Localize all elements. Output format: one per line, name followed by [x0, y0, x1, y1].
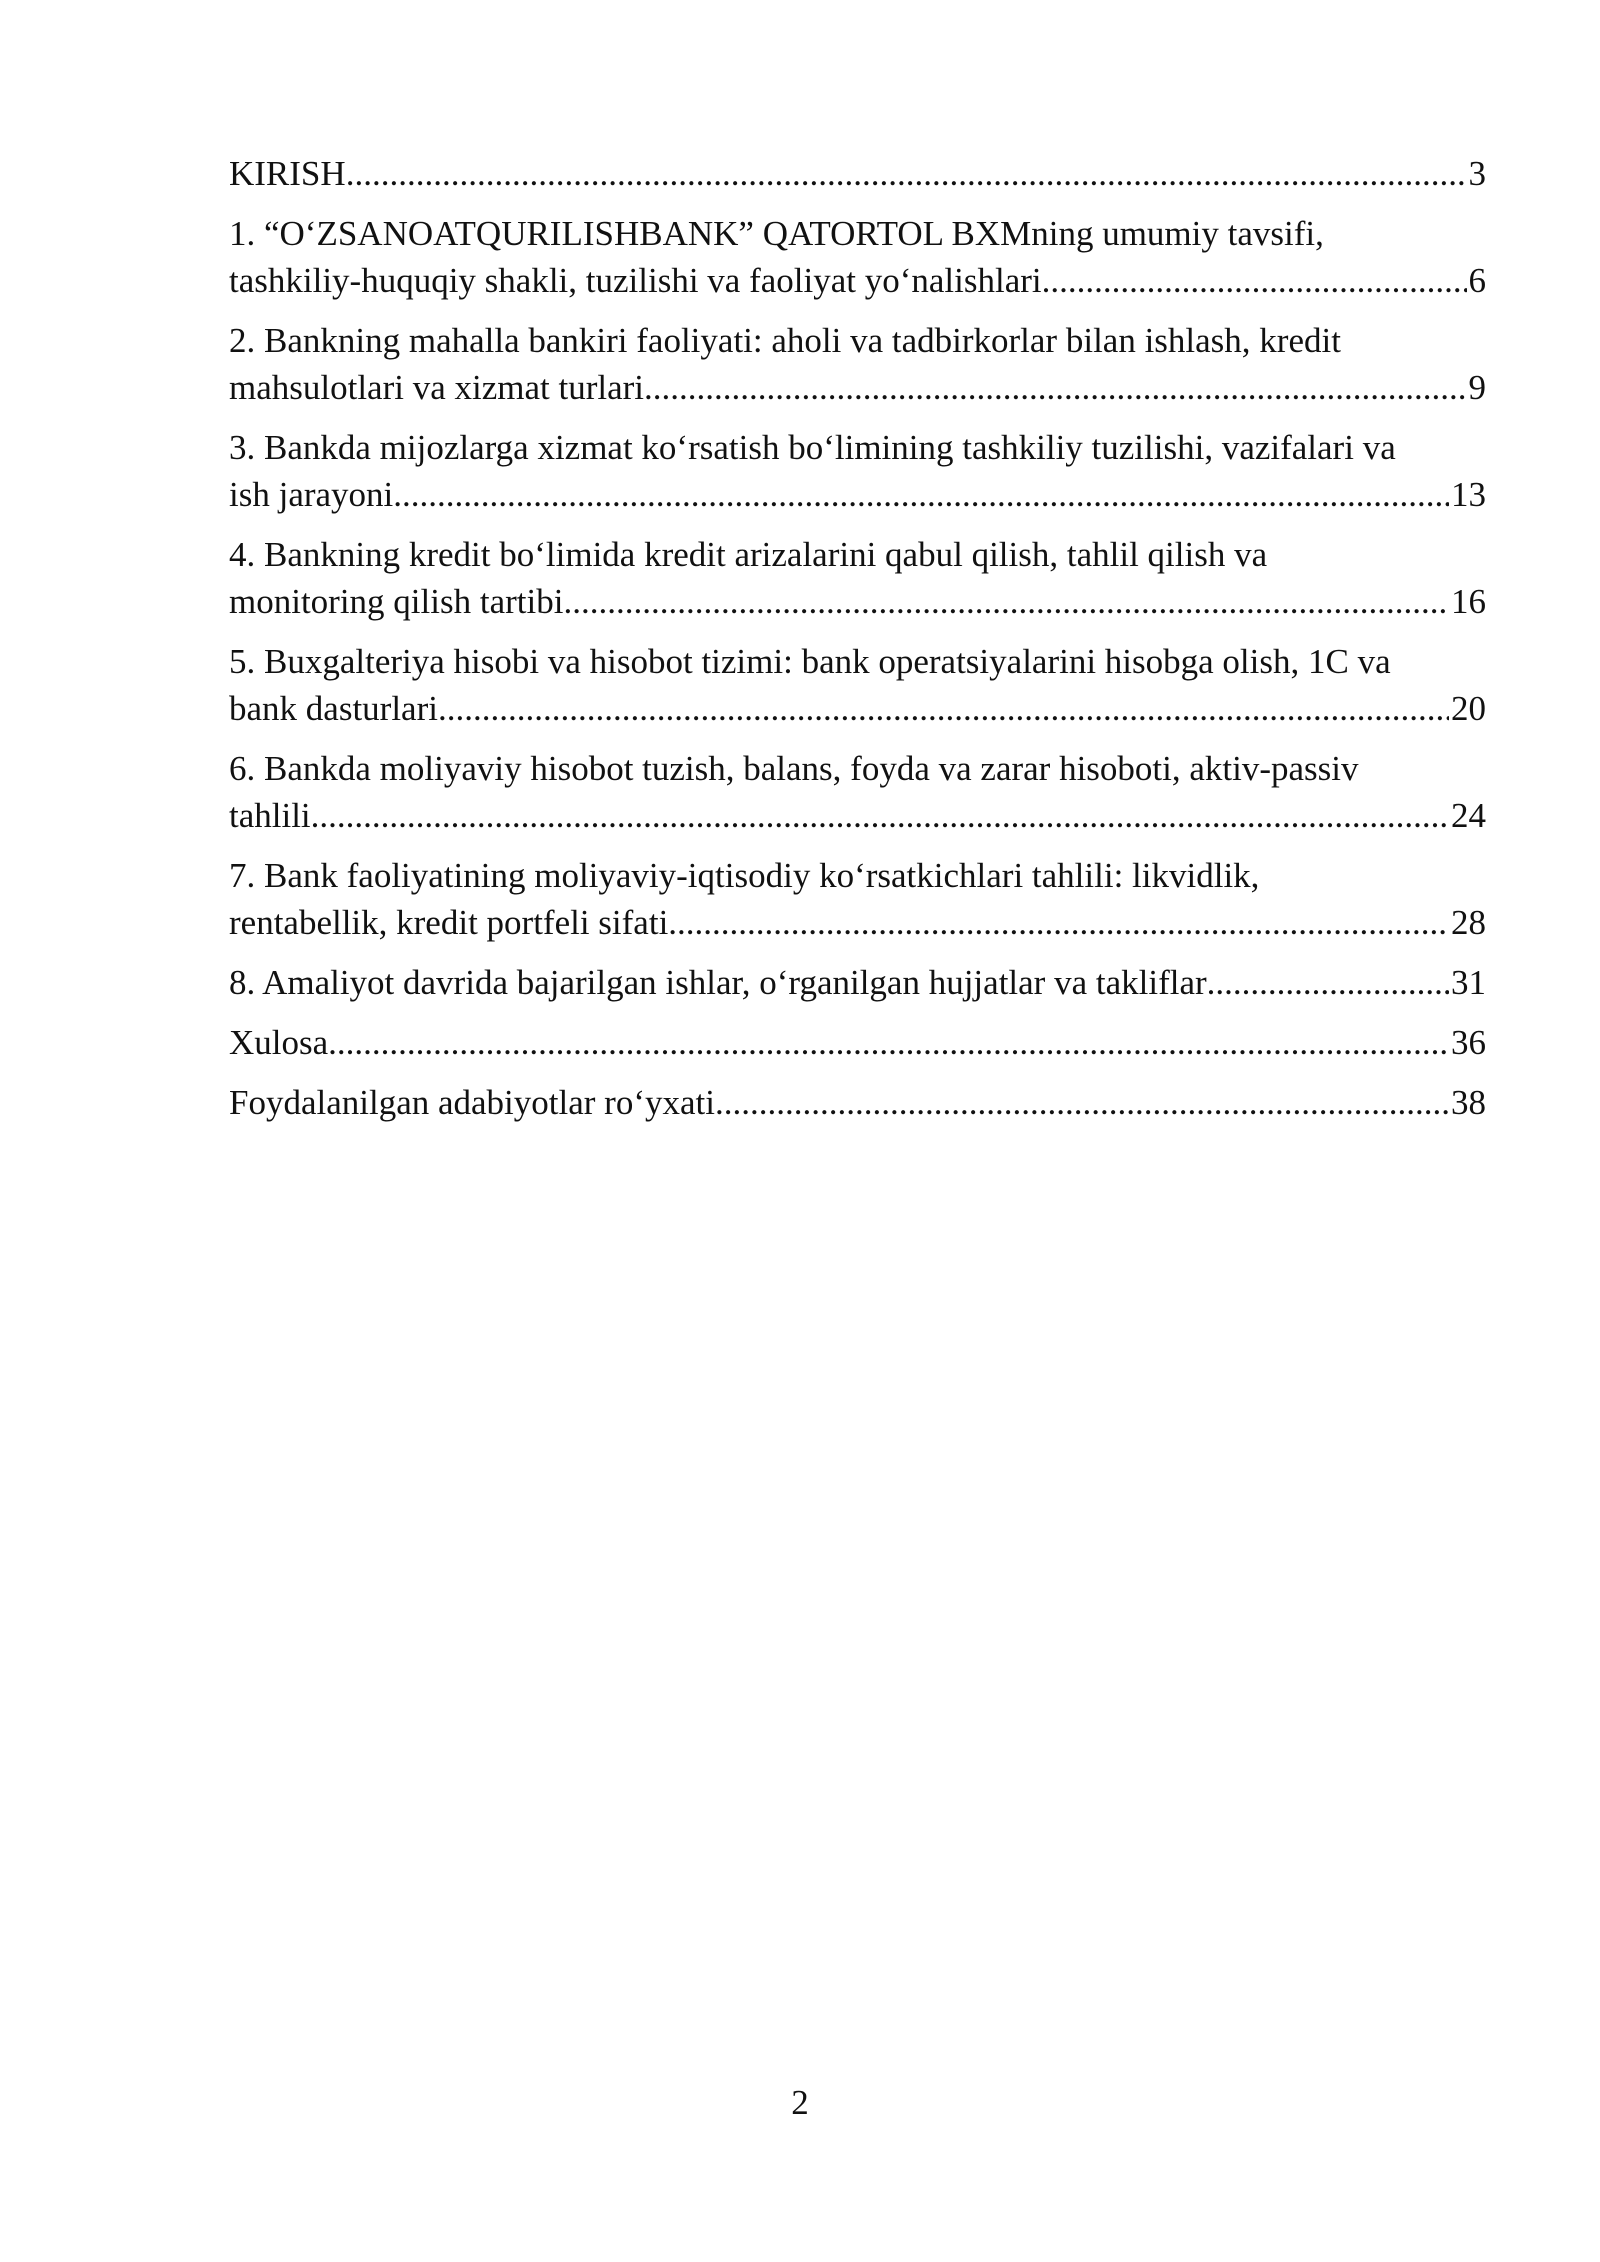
toc-entry-title: 1. “O‘ZSANOATQURILISHBANK” QATORTOL BXMning umumiy tavsifi,: [229, 214, 1324, 253]
toc-page-number: 24: [1451, 796, 1486, 835]
toc-entry-6[interactable]: [229, 745, 1486, 839]
toc-entry-title: 8. Amaliyot davrida bajarilgan ishlar, o‘rganilgan hujjatlar va takliflar: [229, 963, 1207, 1002]
toc-entry-title: KIRISH: [229, 154, 346, 193]
dot-leader: [1207, 959, 1449, 1006]
toc-entry-title-continued: tashkiliy-huquqiy shakli, tuzilishi va faoliyat yo‘nalishlari: [229, 261, 1042, 300]
toc-entry-title-continued: bank dasturlari: [229, 689, 438, 728]
toc-page-number: 28: [1451, 903, 1486, 942]
toc-entry-title: 4. Bankning kredit bo‘limida kredit arizalarini qabul qilish, tahlil qilish va: [229, 535, 1268, 574]
dot-leader: [393, 471, 1449, 518]
page-number: 2: [791, 2083, 809, 2122]
toc-entry-8[interactable]: [229, 959, 1486, 1006]
toc-entry-title-continued: rentabellik, kredit portfeli sifati: [229, 903, 669, 942]
toc-entry-title: 2. Bankning mahalla bankiri faoliyati: aholi va tadbirkorlar bilan ishlash, kredit: [229, 321, 1341, 360]
dot-leader: [346, 150, 1467, 197]
toc-entry-3[interactable]: [229, 424, 1486, 518]
dot-leader: [438, 685, 1449, 732]
toc-entry-title-continued: ish jarayoni: [229, 475, 394, 514]
toc-page-number: 36: [1451, 1023, 1486, 1062]
toc-entry-title: 6. Bankda moliyaviy hisobot tuzish, balans, foyda va zarar hisoboti, aktiv-passiv: [229, 749, 1359, 788]
dot-leader: [644, 364, 1466, 411]
toc-entry-4[interactable]: [229, 531, 1486, 625]
toc-entry-5[interactable]: [229, 638, 1486, 732]
toc-entry-title: 5. Buxgalteriya hisobi va hisobot tizimi: bank operatsiyalarini hisobga olish, 1C va: [229, 642, 1391, 681]
toc-entry-title: 7. Bank faoliyatining moliyaviy-iqtisodiy ko‘rsatkichlari tahlili: likvidlik,: [229, 856, 1260, 895]
table-of-contents: [229, 150, 1486, 1139]
toc-entry-title: 3. Bankda mijozlarga xizmat ko‘rsatish bo‘limining tashkiliy tuzilishi, vazifalari va: [229, 428, 1396, 467]
dot-leader: [328, 1019, 1449, 1066]
toc-entry-title-continued: mahsulotlari va xizmat turlari: [229, 368, 645, 407]
toc-page-number: 16: [1451, 582, 1486, 621]
toc-page-number: 6: [1468, 261, 1486, 300]
toc-page-number: 3: [1468, 154, 1486, 193]
toc-entry-adabiyotlar[interactable]: [229, 1079, 1486, 1126]
toc-entry-xulosa[interactable]: [229, 1019, 1486, 1066]
dot-leader: [563, 578, 1449, 625]
toc-entry-title-continued: tahlili: [229, 796, 311, 835]
toc-page-number: 13: [1451, 475, 1486, 514]
toc-page-number: 31: [1451, 963, 1486, 1002]
toc-entry-title: Xulosa: [229, 1023, 329, 1062]
toc-entry-1[interactable]: [229, 210, 1486, 304]
dot-leader: [668, 899, 1449, 946]
toc-entry-2[interactable]: [229, 317, 1486, 411]
toc-entry-title-continued: monitoring qilish tartibi: [229, 582, 564, 621]
toc-page-number: 38: [1451, 1083, 1486, 1122]
toc-page-number: 9: [1468, 368, 1486, 407]
dot-leader: [311, 792, 1449, 839]
toc-entry-7[interactable]: [229, 852, 1486, 946]
toc-entry-kirish[interactable]: [229, 150, 1486, 197]
dot-leader: [1042, 257, 1467, 304]
toc-entry-title: Foydalanilgan adabiyotlar ro‘yxati: [229, 1083, 715, 1122]
dot-leader: [715, 1079, 1449, 1126]
toc-page-number: 20: [1451, 689, 1486, 728]
